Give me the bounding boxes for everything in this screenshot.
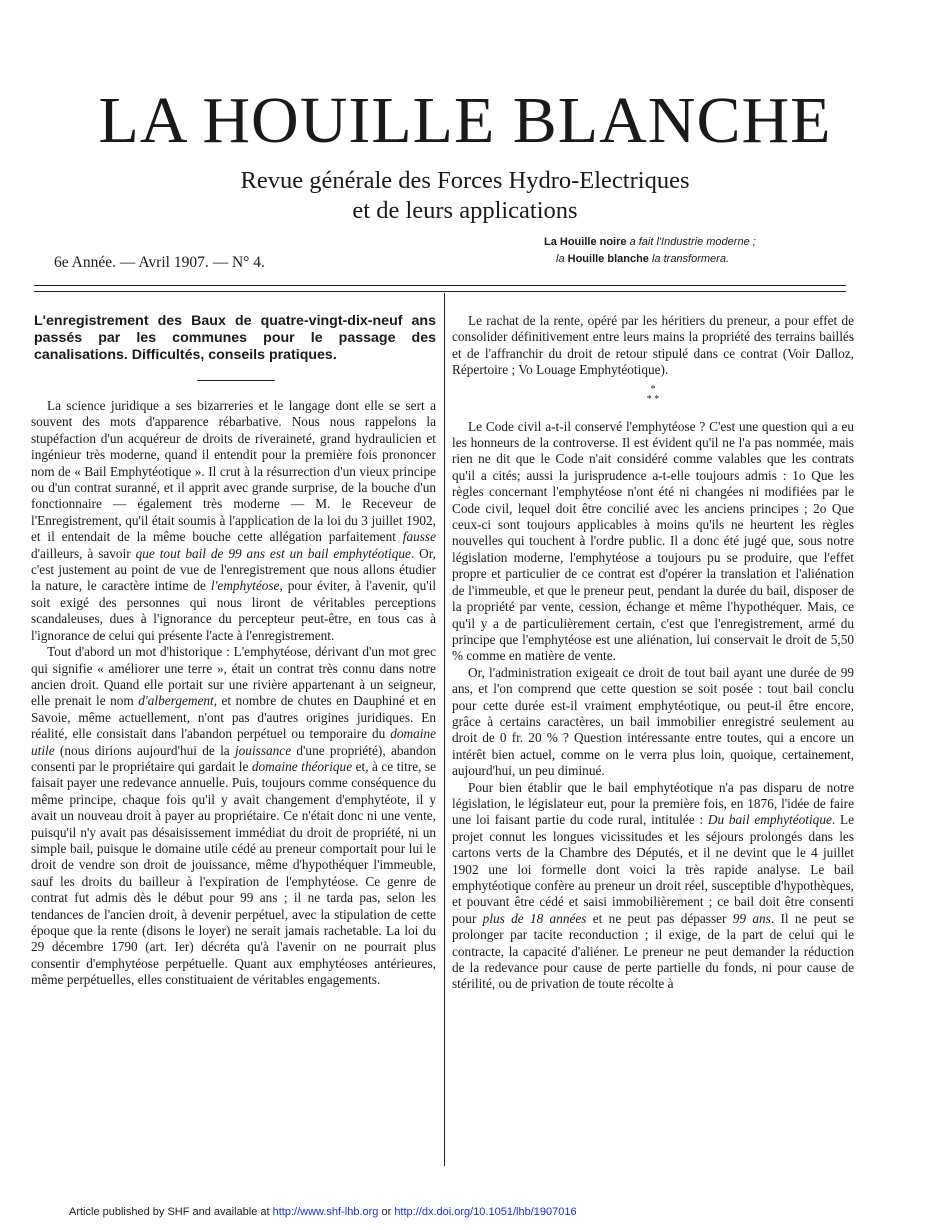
footer-prefix: Article published by SHF and available at [69,1206,273,1218]
motto-line2 [556,253,729,265]
journal-subtitle-line1: Revue générale des Forces Hydro-Electriques [240,167,690,194]
column-divider [444,293,445,1166]
journal-subtitle-line2: et de leurs applications [352,197,578,224]
text-run: . Or, c'est justement au point de vue de l'enregistrement que nous allons étudier la nature, le caractère intime de [31,545,436,594]
right-column [452,313,854,993]
issue-info: 6e Année. — Avril 1907. — N° 4. [54,254,265,271]
asterism [452,385,854,405]
motto-rest-2: la transformera. [648,253,730,265]
article-title: L'enregistrement des Baux de quatre-vingt-dix-neuf ans passés par les communes pour le passage des canalisations. Difficultés, conseils pratiques. [34,313,436,363]
motto-bold-1: La Houille noire [544,236,627,248]
text-run: (nous dirions aujourd'hui de la [54,742,235,758]
italic-run: que tout bail de 99 ans est un bail emphytéotique [135,545,411,561]
italic-run: l'emphytéose [210,578,280,594]
text-run: et, à ce titre, se faisait payer une redevance annuelle. Puis, toujours comme conséquence du même principe, chaque fois qu'il y avait changement d'emphytéote, il y avait un nouveau droit à payer au propriétaire. Ce n'était donc ni une vente, puisqu'il n'y avait pas désaisissement immédiat du droit de propriété, ni un simple bail, puisque le domaine utile cédé au preneur comportait pour lui le droit de vendre son droit de jouissance, même d'hypothéquer l'immeuble, sauf les droits du bailleur à l'expiration de l'emphytéose. Ce genre de contrat fut admis dès le début pour 99 ans ; il ne tarda pas, selon les tendances de l'ancien droit, à devenir perpétuel, avec la stipulation de cette époque que la rente (disons le loyer) ne serait jamais rachetable. La loi du 29 décembre 1790 (art. Ier) décréta qu'à l'avenir on ne pourrait plus consentir d'emphytéose perpétuelle. Quant aux emphytéoses antérieures, même perpétuelles, elles constituaient de véritables engagements. [31,758,437,988]
text-run: , et nombre de chutes en Dauphiné et en Savoie, même actuellement, n'ont pas d'autres origines juridiques. En réalité, elle consistait dans l'abandon perpétuel ou temporaire du [31,693,436,742]
motto-pre-2: la [556,253,568,265]
text-run: . Le projet connut les longues vicissitudes et les séjours prolongés dans les cartons verts de la Chambre des Députés, et il ne devint que le 4 juillet 1902 une loi formelle dont voici la très rapide analyse. Le bail emphytéotique confère au preneur un droit réel, susceptible d'hypothèques, et pouvant être cédé et saisi immobilièrement ; ce bail doit être consenti pour [452,812,854,926]
right-paragraph-3: Or, l'administration exigeait ce droit de tout bail ayant une durée de 99 ans, et l'on comprend que cette question se soit posée : tout bail conclu pour cette durée est-il vraiment emphytéotique, ou peut-il être encore, grâce à certains caractères, un bail immobilier enregistré seulement au droit de 0 fr. 20 % ? Question intéressante entre toutes, qui a encore un intérêt bien actuel, comme on le verra plus loin, quoique, certainement, aujourd'hui, un peu diminué. [452,664,854,779]
text-run: La science juridique a ses bizarreries et le langage dont elle se sert a souvent des mots d'apparence rébarbative. Nous nous rappelons la stupéfaction d'un acquéreur de droits de riveraineté, grand hydraulicien et ingénieur très moderne, quand il entendit pour la première fois prononcer nom de « Bail Emphytéotique ». Il crut à la résurrection d'un vieux principe ou d'un contrat suranné, et il apprit avec grande surprise, de la bouche d'un fonctionnaire — également très moderne — M. le Receveur de l'Enregistrement, qu'il était soumis à l'application de la loi du 3 juillet 1902, et il entendait de la même bouche cette allégation parfaitement [31,398,436,545]
text-run: Pour bien établir que le bail emphytéotique n'a pas disparu de notre législation, le législateur eut, pour la première fois, en 1876, l'idée de faire une loi faisant partie du code rural, intitulée : [452,779,854,828]
left-paragraph-2 [31,644,436,989]
asterism-bottom: * * [646,393,660,405]
footer-link-shf[interactable]: http://www.shf-lhb.org [272,1206,379,1218]
text-run: d'une propriété), abandon consenti par le propriétaire qui gardait le [31,742,436,774]
left-paragraph-1 [31,398,436,644]
italic-run: 99 ans [732,910,771,926]
right-paragraph-1: Le rachat de la rente, opéré par les héritiers du preneur, a pour effet de consolider définitivement entre leurs mains la propriété des terrains baillés et de l'affranchir du droit de retour stipulé dans ce contrat (Voir Dalloz, Répertoire ; Vo Louage Emphytéotique). [452,313,854,378]
italic-run: jouissance [234,742,292,758]
italic-run: domaine utile [31,726,436,758]
footer-link-doi[interactable]: http://dx.doi.org/10.1051/lhb/1907016 [394,1206,577,1218]
text-run: Tout d'abord un mot d'historique : L'emphytéose, dérivant d'un mot grec qui signifie « améliorer une terre », était un contrat très connu dans notre ancien droit. Quand elle portait sur une rivière appartenant à un seigneur, elle prenait le nom [31,644,436,709]
right-paragraph-4 [452,780,854,993]
right-paragraph-2: Le Code civil a-t-il conservé l'emphytéose ? C'est une question qui a eu les honneurs de la controverse. Il est évident qu'il ne l'a pas nommée, mais rien ne dit que le Code n'ait considéré comme valables que les contrats qu'il a cités; aussi la jurisprudence a-t-elle toujours admis : 1o Que les règles concernant l'emphytéose n'ont été ni changées ni modifiées par le Code civil, lequel doit être concilié avec les anciens principes ; 2o Que ceux-ci sont toujours applicables à moins qu'ils ne heurtent les règles nouvelles qui touchent à l'ordre public. Il a donc été jugé que, sous notre législation moderne, l'emphytéose a toujours pu se produire, que l'effet propre et particulier de ce contrat est d'opérer la translation et l'aliénation de l'immeuble, et que le preneur peut, pendant la durée du bail, disposer de la propriété par vente, cession, échange et même l'hypothéquer. Mais, ce qu'il y a de particulièrement certain, c'est que l'enregistrement, armé du principe que l'emphytéose est une aliénation, lui conservait le droit de 5,50 % comme en matière de vente. [452,418,854,664]
motto-bold-2: Houille blanche [567,253,649,265]
asterism-top: * [650,383,656,395]
italic-run: Du bail emphytéotique [707,812,832,828]
left-column [31,398,436,989]
italic-run: plus de 18 années [482,910,587,926]
motto-line1 [544,236,756,248]
text-run: , pour éviter, à l'avenir, qu'il soit exigé des personnes qui nous liront de véritables perceptions scandaleuses, dues à l'ignorance du percepteur peut-être, en tous cas à l'ignorance de celui qui présente l'acte à l'enregistrement. [31,578,437,643]
header-rule-top [34,285,846,286]
italic-run: fausse [402,529,436,545]
text-run: . Il ne peut se prolonger par tacite reconduction ; il exige, de la part de celui qui le contracte, la capacité d'aliéner. Le preneur ne peut demander la réduction de la redevance pour cause de perte partielle du fonds, ni pour cause de stérilité, ou de privation de toute récolte à [452,910,854,992]
journal-masthead: LA HOUILLE BLANCHE [98,84,832,157]
title-separator [197,380,275,381]
footer-middle: or [378,1206,395,1218]
italic-run: domaine théorique [251,758,353,774]
text-run: et ne peut pas dépasser [586,910,733,926]
italic-run: d'albergement [138,693,214,709]
header-rule-bottom [34,291,846,292]
footer-citation [69,1206,577,1218]
motto-rest-1: a fait l'Industrie moderne ; [626,236,756,248]
text-run: d'ailleurs, à savoir [31,545,136,561]
